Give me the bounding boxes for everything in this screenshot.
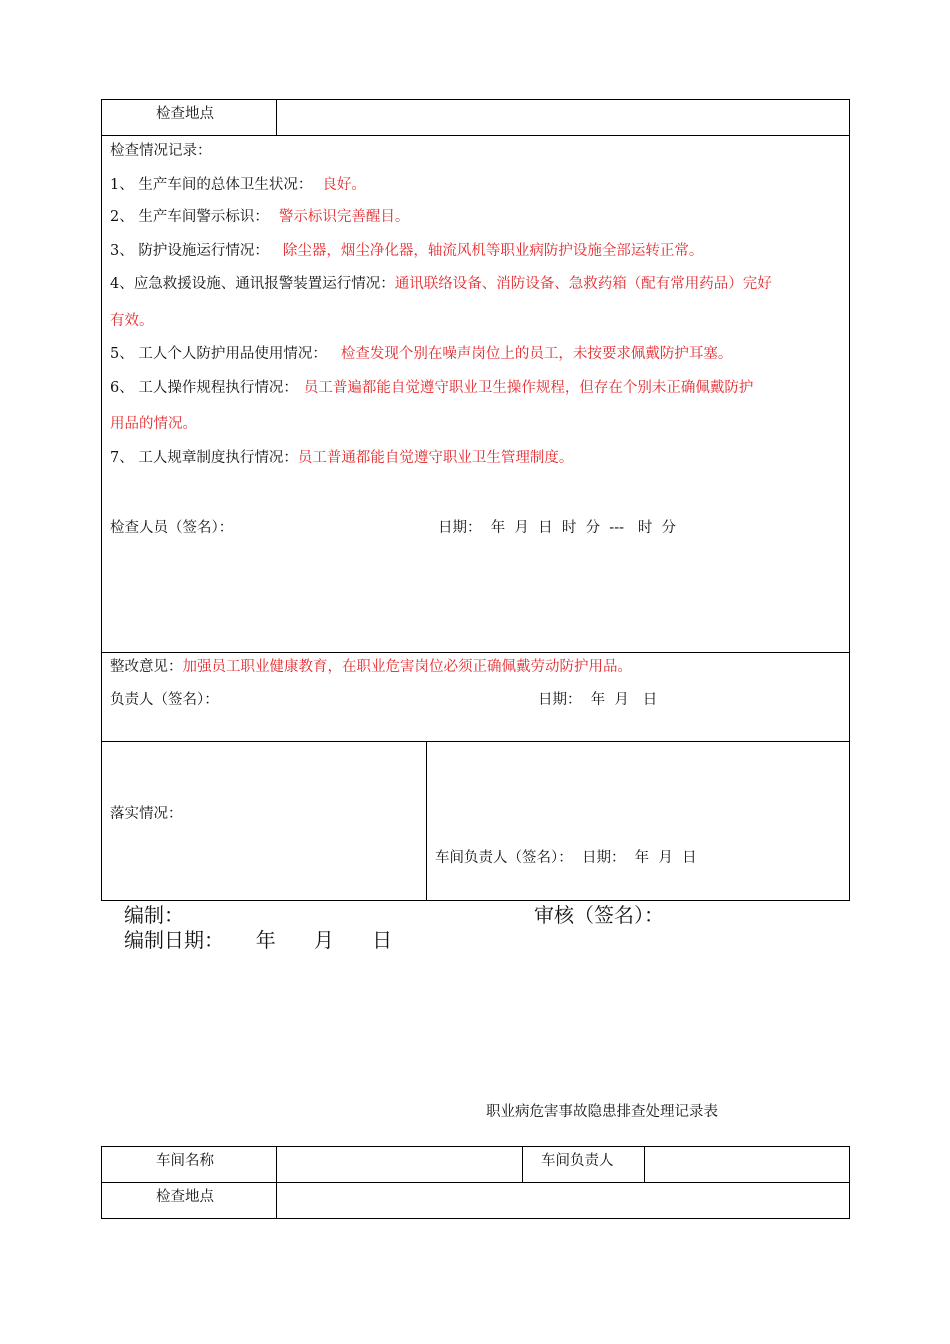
record-item-1 xyxy=(110,175,366,195)
inspector-signature: 检查人员（签名）： xyxy=(110,520,234,536)
record-heading: 检查情况记录： xyxy=(110,143,212,159)
record-item-4-cont: 有效。 xyxy=(110,313,154,329)
record-item-value: 通讯联络设备、消防设备、急救药箱（配有常用药品）完好 xyxy=(394,276,772,292)
record-item-4 xyxy=(110,274,772,294)
table-col-divider xyxy=(276,1146,277,1219)
rectification-value: 加强员工职业健康教育，在职业危害岗位必须正确佩戴劳动防护用品。 xyxy=(182,659,632,675)
rectification xyxy=(110,657,632,677)
inspection-location-label: 检查地点 xyxy=(156,106,214,122)
record-item-value: 良好。 xyxy=(322,177,366,193)
workshop-name-label: 车间名称 xyxy=(156,1153,214,1169)
record-item-3 xyxy=(110,241,703,261)
table-col-divider xyxy=(644,1146,645,1183)
workshop-head-label: 车间负责人 xyxy=(541,1153,614,1169)
workshop-head-signature: 车间负责人（签名）： 日期： 年 月 日 xyxy=(435,850,697,866)
responsible-signature: 负责人（签名）： xyxy=(110,692,219,708)
record-item-2 xyxy=(110,207,409,227)
inspection-location-field[interactable] xyxy=(285,104,840,126)
record-item-value: 检查发现个别在噪声岗位上的员工，未按要求佩戴防护耳塞。 xyxy=(340,346,733,362)
record-item-label: 1、 生产车间的总体卫生状况： xyxy=(110,177,313,193)
table-row-divider xyxy=(101,741,850,742)
record-item-7 xyxy=(110,448,573,468)
record-item-label: 6、 工人操作规程执行情况： xyxy=(110,380,298,396)
table-col-divider xyxy=(426,741,427,901)
reviewed-by: 审核（签名）： xyxy=(534,903,664,927)
record-item-label: 4、应急救援设施、通讯报警装置运行情况： xyxy=(110,276,395,292)
inspection-location-label-2: 检查地点 xyxy=(156,1189,214,1205)
record-item-label: 3、 防护设施运行情况： xyxy=(110,243,269,259)
table2-title: 职业病危害事故隐患排查处理记录表 xyxy=(486,1104,718,1120)
table-col-divider xyxy=(522,1146,523,1183)
compiled-by: 编制： xyxy=(124,903,184,927)
inspector-date: 日期： 年 月 日 时 分 --- 时 分 xyxy=(438,520,677,536)
implementation-label: 落实情况： xyxy=(110,806,183,822)
record-item-value: 除尘器，烟尘净化器，轴流风机等职业病防护设施全部运转正常。 xyxy=(282,243,704,259)
record-item-5 xyxy=(110,344,732,364)
record-item-label: 2、 生产车间警示标识： xyxy=(110,209,269,225)
table-col-divider xyxy=(276,99,277,136)
record-item-6 xyxy=(110,378,753,398)
table-row-divider xyxy=(101,652,850,653)
compiled-date: 编制日期： 年 月 日 xyxy=(124,928,393,952)
table-row-divider xyxy=(101,1182,850,1183)
record-item-value: 警示标识完善醒目。 xyxy=(278,209,410,225)
record-item-label: 5、 工人个人防护用品使用情况： xyxy=(110,346,327,362)
record-item-value: 员工普遍都能自觉遵守职业卫生操作规程，但存在个别未正确佩戴防护 xyxy=(303,380,754,396)
record-item-6-cont: 用品的情况。 xyxy=(110,416,197,432)
table-row-divider xyxy=(101,135,850,136)
record-item-label: 7、 工人规章制度执行情况： xyxy=(110,450,298,466)
record-item-value: 员工普通都能自觉遵守职业卫生管理制度。 xyxy=(297,450,574,466)
rectification-label: 整改意见： xyxy=(110,659,183,675)
responsible-date: 日期： 年 月 日 xyxy=(538,692,658,708)
